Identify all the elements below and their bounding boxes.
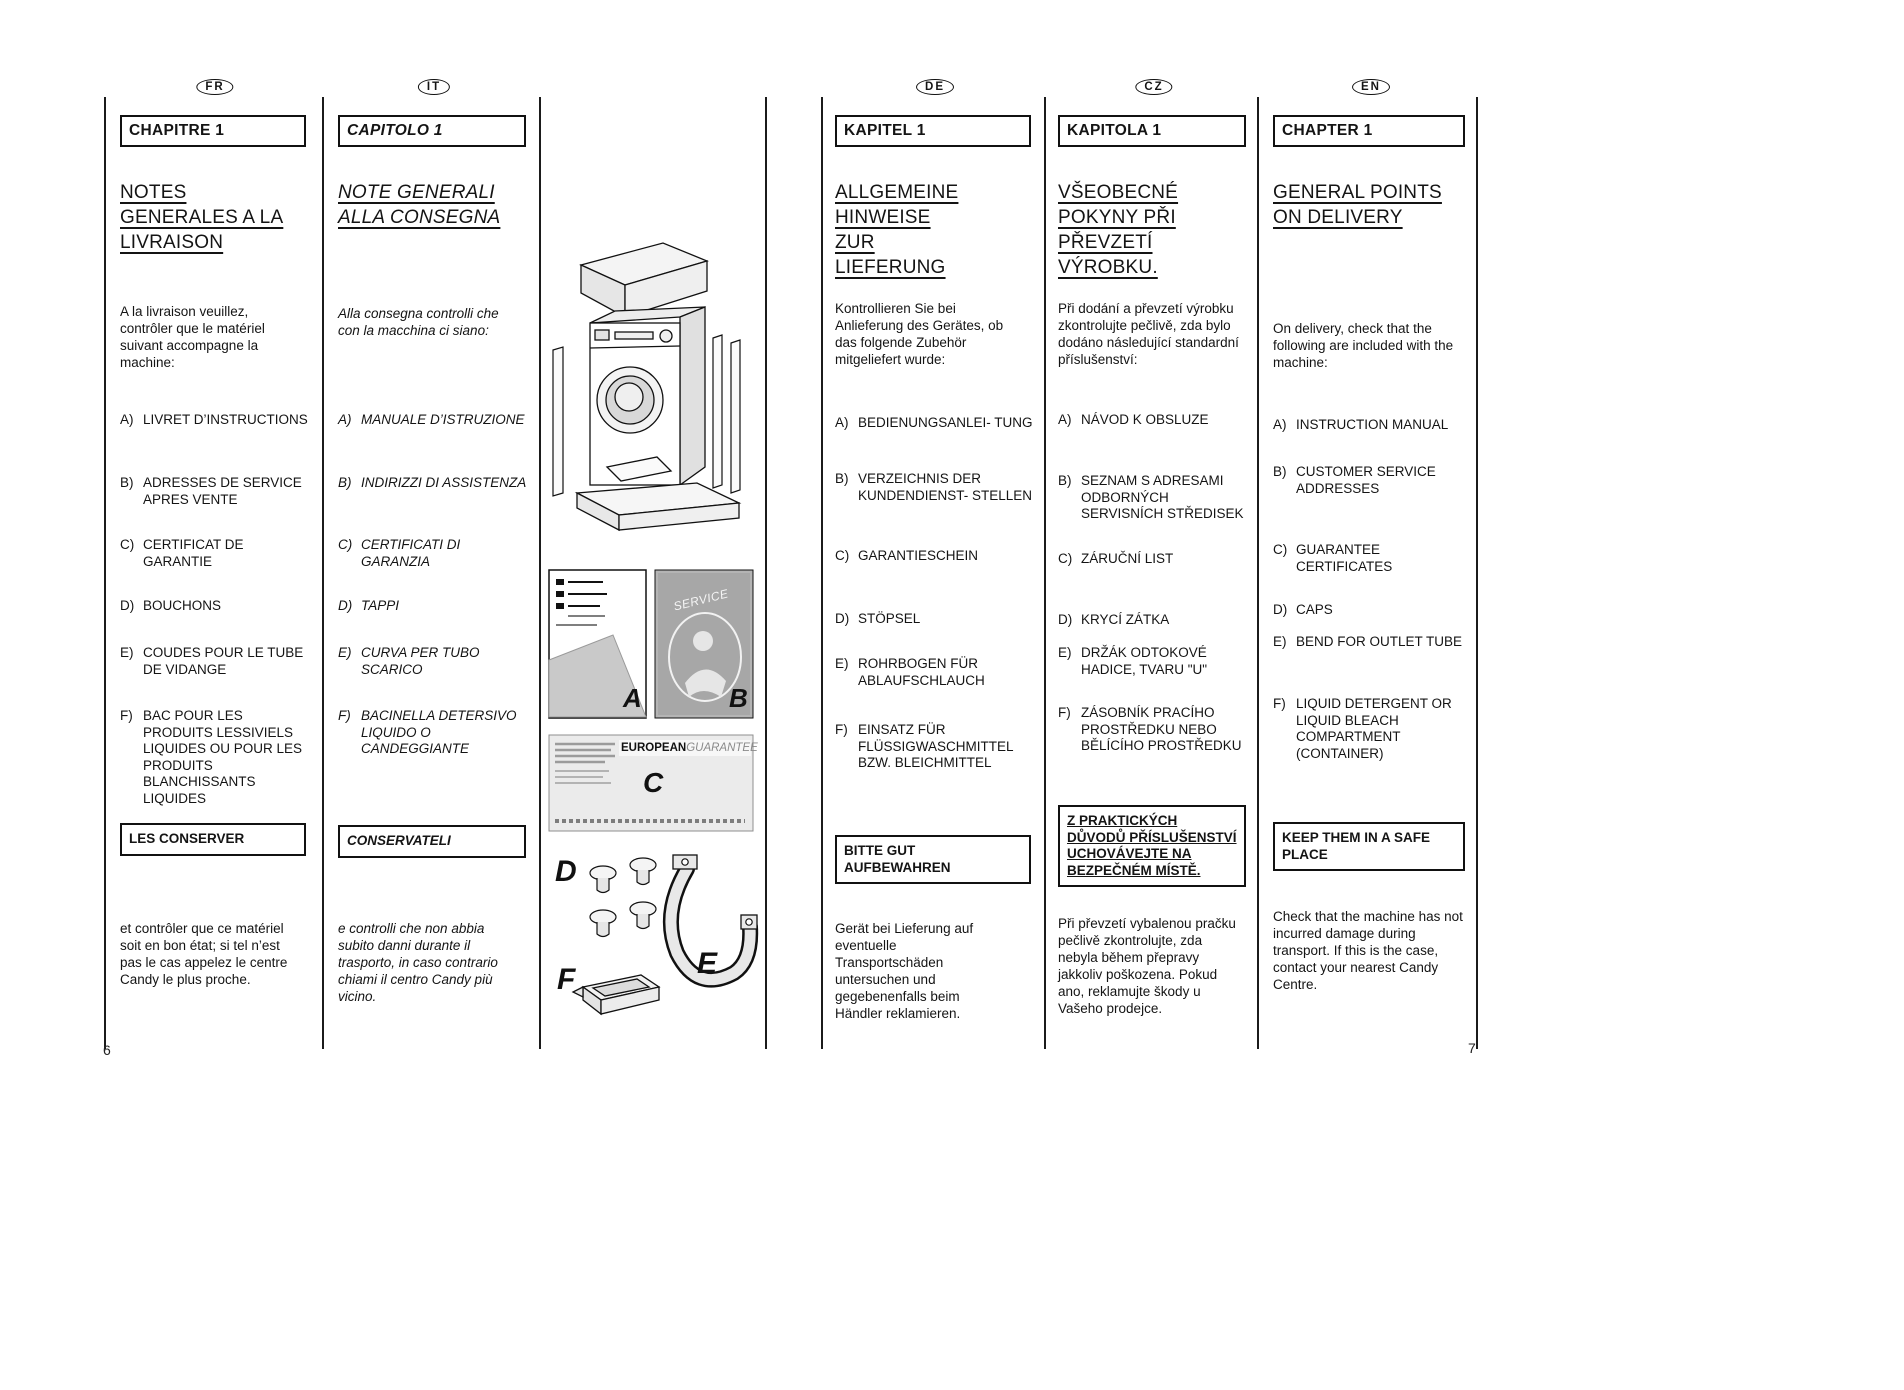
list-item: F) BACINELLA DETERSIVO LIQUIDO O CANDEGGIANTE	[338, 708, 517, 756]
label-e: E	[697, 947, 718, 980]
column-divider	[1476, 97, 1478, 1049]
column-divider	[765, 97, 767, 1049]
guarantee-card-title: EUROPEANGUARANTEE	[621, 742, 758, 754]
list-item: D) KRYCÍ ZÁTKA	[1058, 612, 1170, 627]
list-item: A) INSTRUCTION MANUAL	[1273, 417, 1449, 432]
list-item: C) CERTIFICATI DI GARANZIA	[338, 537, 461, 569]
list-item: D) BOUCHONS	[120, 598, 222, 613]
list-item: B) SEZNAM S ADRESAMI ODBORNÝCH SERVISNÍCH STŘEDISEK	[1058, 473, 1244, 521]
column-en	[1273, 81, 1469, 1060]
section-title: ALLGEMEINE HINWEISE ZUR LIEFERUNG	[835, 182, 959, 278]
chapter-box	[835, 115, 1031, 147]
outro-paragraph: et contrôler que ce matériel soit en bon état; si tel n’est pas le cas appelez le centre Candy le plus proche.	[120, 921, 288, 987]
label-f: F	[557, 963, 576, 996]
lang-badge-cz	[1135, 79, 1172, 95]
intro-paragraph: Kontrollieren Sie bei Anlieferung des Gerätes, ob das folgende Zubehör mitgeliefert wurde:	[835, 301, 1004, 367]
lang-badge-it	[418, 79, 450, 95]
label-c: C	[643, 767, 664, 798]
lang-badge-fr	[196, 79, 233, 95]
service-photo-caption: SERVICE	[672, 586, 730, 614]
chapter-box	[1058, 115, 1246, 147]
page-number-left: 6	[103, 1042, 111, 1058]
intro-paragraph: On delivery, check that the following are included with the machine:	[1273, 321, 1454, 370]
illustration-column	[545, 95, 763, 1055]
column-de	[835, 81, 1035, 1060]
chapter-label: KAPITEL 1	[844, 122, 926, 139]
list-item: D) STÖPSEL	[835, 611, 921, 626]
column-divider	[1257, 97, 1259, 1049]
list-item: E) DRŽÁK ODTOKOVÉ HADICE, TVARU "U"	[1058, 645, 1208, 677]
list-item: F) LIQUID DETERGENT OR LIQUID BLEACH COMPARTMENT (CONTAINER)	[1273, 696, 1452, 761]
column-divider	[104, 97, 106, 1049]
lang-badge-label: EN	[1361, 81, 1381, 93]
lang-badge-en	[1352, 79, 1390, 95]
list-item: B) CUSTOMER SERVICE ADDRESSES	[1273, 464, 1436, 496]
section-title: VŠEOBECNÉ POKYNY PŘI PŘEVZETÍ VÝROBKU.	[1058, 182, 1179, 278]
intro-paragraph: Při dodání a převzetí výrobku zkontrolujte pečlivě, zda bylo dodáno následující standardní příslušenství:	[1058, 301, 1239, 367]
list-item: C) GUARANTEE CERTIFICATES	[1273, 542, 1393, 574]
list-item: B) VERZEICHNIS DER KUNDENDIENST- STELLEN	[835, 471, 1033, 503]
chapter-label: CAPITOLO 1	[347, 122, 443, 139]
chapter-box	[338, 115, 526, 147]
keep-box: CONSERVATELI	[338, 825, 526, 858]
column-it	[338, 81, 530, 1060]
column-divider	[322, 97, 324, 1049]
keep-box: KEEP THEM IN A SAFE PLACE	[1273, 822, 1465, 871]
lang-badge-label: IT	[426, 81, 442, 93]
chapter-label: KAPITOLA 1	[1067, 122, 1162, 139]
lang-badge-label: CZ	[1144, 81, 1164, 93]
column-divider	[539, 97, 541, 1049]
column-fr	[120, 81, 310, 1060]
list-item: C) ZÁRUČNÍ LIST	[1058, 551, 1174, 566]
section-title: GENERAL POINTS ON DELIVERY	[1273, 182, 1442, 228]
label-d: D	[555, 855, 577, 888]
outro-paragraph: Check that the machine has not incurred damage during transport. If this is the case, contact your nearest Candy Centre.	[1273, 909, 1463, 992]
list-item: E) ROHRBOGEN FÜR ABLAUFSCHLAUCH	[835, 656, 985, 688]
intro-paragraph: A la livraison veuillez, contrôler que le matériel suivant accompagne la machine:	[120, 304, 265, 370]
chapter-box	[1273, 115, 1465, 147]
page-number-right: 7	[1468, 1040, 1476, 1056]
lang-badge-label: DE	[925, 81, 945, 93]
list-item: A) LIVRET D’INSTRUCTIONS	[120, 412, 308, 427]
list-item: A) BEDIENUNGSANLEI- TUNG	[835, 415, 1033, 430]
list-item: C) GARANTIESCHEIN	[835, 548, 979, 563]
list-item: E) BEND FOR OUTLET TUBE	[1273, 634, 1463, 649]
list-item: F) EINSATZ FÜR FLÜSSIGWASCHMITTEL BZW. BLEICHMITTEL	[835, 722, 1014, 770]
list-item: C) CERTIFICAT DE GARANTIE	[120, 537, 244, 569]
outro-paragraph: e controlli che non abbia subito danni durante il trasporto, in caso contrario chiami il centro Candy più vicino.	[338, 921, 498, 1004]
keep-box: Z PRAKTICKÝCH DŮVODŮ PŘÍSLUŠENSTVÍ UCHOVÁVEJTE NA BEZPEČNÉM MÍSTĚ.	[1058, 805, 1246, 887]
column-divider	[821, 97, 823, 1049]
list-item: A) NÁVOD K OBSLUZE	[1058, 412, 1209, 427]
section-title: NOTE GENERALI ALLA CONSEGNA	[338, 182, 501, 228]
chapter-box	[120, 115, 306, 147]
lang-badge-label: FR	[205, 81, 225, 93]
list-item: F) BAC POUR LES PRODUITS LESSIVIELS LIQUIDES OU POUR LES PRODUITS BLANCHISSANTS LIQUIDES	[120, 708, 303, 806]
section-title: NOTES GENERALES A LA LIVRAISON	[120, 182, 284, 253]
label-a: A	[623, 683, 642, 713]
intro-paragraph: Alla consegna controlli che con la macchina ci siano:	[338, 306, 499, 338]
list-item: B) ADRESSES DE SERVICE APRES VENTE	[120, 475, 302, 507]
list-item: E) COUDES POUR LE TUBE DE VIDANGE	[120, 645, 304, 677]
keep-box: LES CONSERVER	[120, 823, 306, 856]
list-item: F) ZÁSOBNÍK PRACÍHO PROSTŘEDKU NEBO BĚLÍCÍHO PROSTŘEDKU	[1058, 705, 1242, 753]
column-divider	[1044, 97, 1046, 1049]
packaging-diagram	[545, 95, 763, 1055]
list-item: E) CURVA PER TUBO SCARICO	[338, 645, 480, 677]
chapter-label: CHAPTER 1	[1282, 122, 1373, 139]
keep-box: BITTE GUT AUFBEWAHREN	[835, 835, 1031, 884]
list-item: D) TAPPI	[338, 598, 400, 613]
list-item: A) MANUALE D’ISTRUZIONE	[338, 412, 525, 427]
outro-paragraph: Při převzetí vybalenou pračku pečlivě zkontrolujte, zda nebyla během přepravy jakkoliv poškozena. Pokud ano, reklamujte škody u Vašeho prodejce.	[1058, 916, 1236, 1016]
lang-badge-de	[916, 79, 954, 95]
outro-paragraph: Gerät bei Lieferung auf eventuelle Transportschäden untersuchen und gegebenenfalls beim Händler reklamieren.	[835, 921, 974, 1021]
label-b: B	[729, 683, 748, 713]
list-item: B) INDIRIZZI DI ASSISTENZA	[338, 475, 527, 490]
column-cz	[1058, 81, 1250, 1060]
list-item: D) CAPS	[1273, 602, 1333, 617]
chapter-label: CHAPITRE 1	[129, 122, 225, 139]
